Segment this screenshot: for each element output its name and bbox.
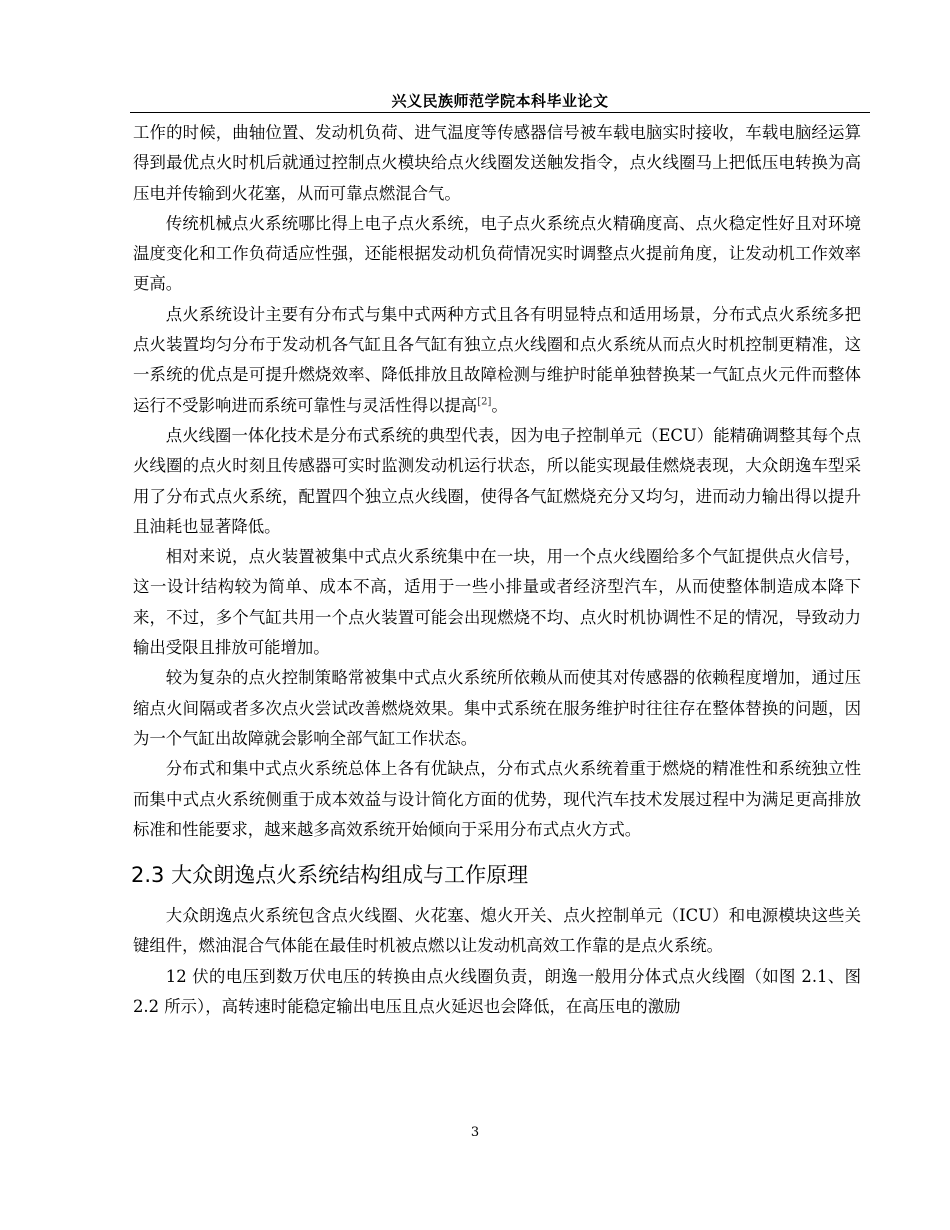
- paragraph-centralized-ignition: 相对来说，点火装置被集中式点火系统集中在一块，用一个点火线圈给多个气缸提供点火信号，这一设计结构较为简单、成本不高，适用于一些小排量或者经济型汽车，从而使整体制造成本降下来，不过，多个气缸共用一个点火装置可能会出现燃烧不均、点火时机协调性不足的情况，导致动力输出受限且排放可能增加。: [133, 547, 861, 658]
- citation-reference[interactable]: [2]: [477, 396, 492, 408]
- paragraph-coil-integration: 点火线圈一体化技术是分布式系统的典型代表，因为电子控制单元（ECU）能精确调整其每个点火线圈的点火时刻且传感器可实时监测发动机运行状态，所以能实现最佳燃烧表现，大众朗逸车型采用了分布式点火系统，配置四个独立点火线圈，使得各气缸燃烧充分又均匀，进而动力输出得以提升且油耗也显著降低。: [133, 425, 861, 536]
- page-header: 兴义民族师范学院本科毕业论文: [391, 92, 609, 110]
- header-rule: [130, 112, 870, 113]
- paragraph-comparison-summary: 分布式和集中式点火系统总体上各有优缺点，分布式点火系统着重于燃烧的精准性和系统独立性而集中式点火系统侧重于成本效益与设计简化方面的优势，现代汽车技术发展过程中为满足更高排放标准和性能要求，越来越多高效系统开始倾向于采用分布式点火方式。: [133, 759, 861, 839]
- paragraph-ignition-coil: 12 伏的电压到数万伏电压的转换由点火线圈负责，朗逸一般用分体式点火线圈（如图 2.1、图 2.2 所示），高转速时能稳定输出电压且点火延迟也会降低，在高压电的激励: [133, 966, 861, 1017]
- paragraph-continued: 工作的时候，曲轴位置、发动机负荷、进气温度等传感器信号被车载电脑实时接收，车载电脑经运算得到最优点火时机后就通过控制点火模块给点火线圈发送触发指令，点火线圈马上把低压电转换为高压电并传输到火花塞，从而可靠点燃混合气。: [133, 123, 861, 203]
- paragraph-electronic-ignition: 传统机械点火系统哪比得上电子点火系统，电子点火系统点火精确度高、点火稳定性好且对环境温度变化和工作负荷适应性强，还能根据发动机负荷情况实时调整点火提前角度，让发动机工作效率更高。: [133, 213, 861, 294]
- page-number: 3: [470, 1125, 480, 1140]
- document-body: [133, 118, 861, 1022]
- section-heading: 2.3 大众朗逸点火系统结构组成与工作原理: [131, 863, 529, 888]
- paragraph-end-punct: 。: [491, 395, 508, 415]
- paragraph-distributed-ignition: [133, 300, 861, 421]
- paragraph-distributed-ignition-text: 点火系统设计主要有分布式与集中式两种方式且各有明显特点和适用场景，分布式点火系统多把点火装置均匀分布于发动机各气缸且各气缸有独立点火线圈和点火系统从而点火时机控制更精准，这一系统的优点是可提升燃烧效率、降低排放且故障检测与维护时能单独替换某一气缸点火元件而整体运行不受影响进而系统可靠性与灵活性得以提高: [133, 304, 861, 415]
- paragraph-lavida-components: 大众朗逸点火系统包含点火线圈、火花塞、熄火开关、点火控制单元（ICU）和电源模块这些关键组件，燃油混合气体能在最佳时机被点燃以让发动机高效工作靠的是点火系统。: [133, 906, 861, 956]
- paragraph-control-strategy: 较为复杂的点火控制策略常被集中式点火系统所依赖从而使其对传感器的依赖程度增加，通过压缩点火间隔或者多次点火尝试改善燃烧效果。集中式系统在服务维护时往往存在整体替换的问题，因为一个气缸出故障就会影响全部气缸工作状态。: [133, 668, 861, 748]
